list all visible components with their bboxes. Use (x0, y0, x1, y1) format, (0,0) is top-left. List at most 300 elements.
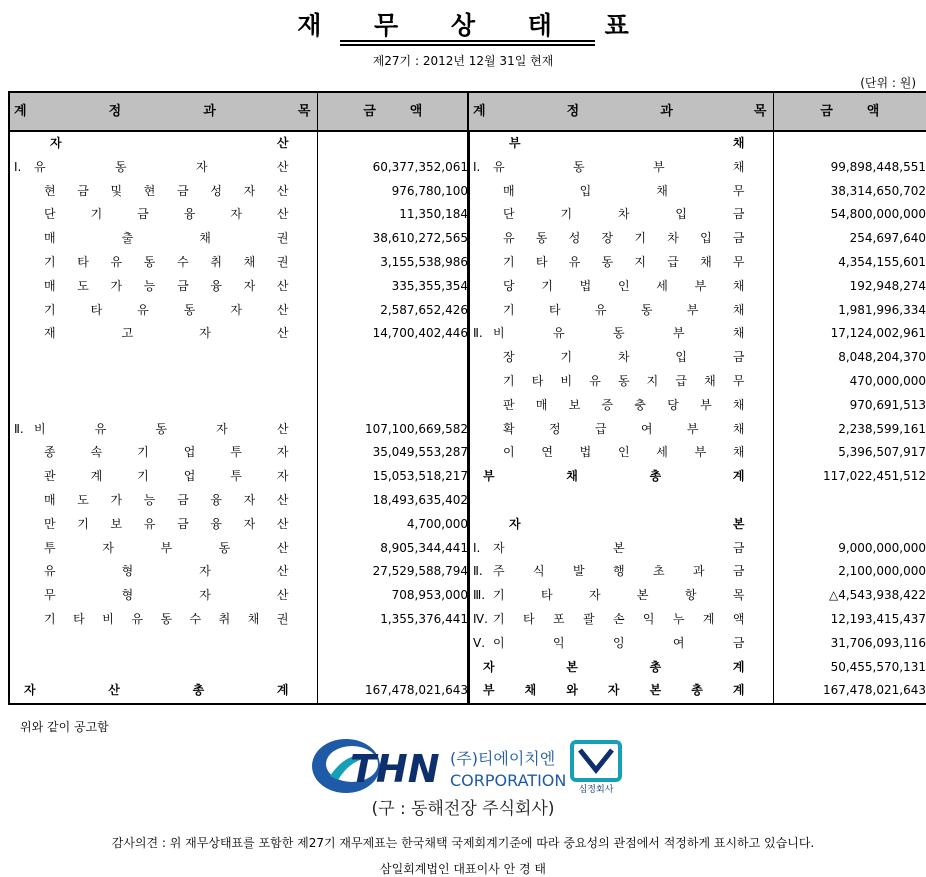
account-char: 단 (503, 207, 515, 222)
account-char: 보 (568, 397, 581, 412)
account-char: 채 (732, 397, 745, 412)
amount-value: 38,314,650,702 (830, 183, 926, 198)
assets-table (8, 91, 470, 705)
account-char: 부 (694, 278, 707, 293)
account-char: 부 (160, 540, 173, 555)
account-char: 종 (44, 445, 56, 460)
amount-value (317, 632, 469, 656)
liability-equity-row (468, 489, 926, 513)
account-char: 확 (503, 421, 515, 436)
account-char: 유 (493, 159, 505, 174)
account-char: 입 (579, 183, 592, 198)
amount-value: 17,124,002,961 (830, 326, 926, 341)
account-char: 타 (77, 254, 89, 269)
amount-value: 167,478,021,643 (822, 683, 926, 698)
account-char: 자 (230, 207, 242, 222)
account-char: 세 (656, 278, 668, 293)
account-name (468, 394, 773, 418)
account-name (468, 656, 773, 680)
account-name (9, 346, 317, 370)
asset-row (9, 441, 469, 465)
amount-header: 금액 (773, 92, 926, 131)
account-char: 당 (667, 397, 679, 412)
account-char: 기 (90, 207, 103, 222)
account-char: 산 (276, 421, 289, 436)
account-char: 무 (732, 373, 745, 388)
account-char: 금 (732, 207, 745, 222)
account-name (9, 131, 317, 156)
item-number (469, 299, 493, 323)
account-char: 매 (503, 183, 515, 198)
account-char: 장 (503, 350, 515, 365)
account-char: 채 (732, 302, 745, 317)
account-char: 동 (160, 611, 173, 626)
account-name (9, 156, 317, 180)
account-name (9, 608, 317, 632)
account-char: 금 (732, 350, 745, 365)
account-char: 취 (210, 254, 222, 269)
amount-value: 335,355,354 (391, 278, 468, 293)
asset-row (9, 513, 469, 537)
account-char: 단 (44, 207, 56, 222)
account-char: 괄 (582, 611, 595, 626)
account-char: 금 (177, 183, 189, 198)
item-number (10, 584, 34, 608)
account-name (9, 180, 317, 204)
item-number (469, 513, 493, 537)
account-char: 법 (579, 445, 592, 460)
thn-logo-icon (310, 736, 630, 796)
account-char: 입 (700, 231, 712, 246)
asset-row (9, 394, 469, 418)
account-header-char: 목 (753, 104, 767, 119)
account-name (468, 584, 773, 608)
amount-value: 1,981,996,334 (838, 302, 926, 317)
account-name (468, 537, 773, 561)
account-name (9, 679, 317, 704)
account-char: 타 (531, 373, 544, 388)
account-char: 동 (617, 373, 630, 388)
account-name (468, 560, 773, 584)
account-char: 동 (143, 254, 156, 269)
account-char: 자 (607, 683, 620, 698)
account-name (9, 513, 317, 537)
account-char: 유 (94, 421, 107, 436)
account-char: 연 (541, 445, 553, 460)
account-char: 액 (732, 611, 745, 626)
account-char: 부 (483, 469, 495, 484)
account-char: 융 (210, 492, 222, 507)
account-char: 유 (589, 373, 601, 388)
amount-value (317, 131, 469, 156)
account-name (9, 465, 317, 489)
account-char: 채 (524, 683, 537, 698)
item-number (469, 251, 493, 275)
amount-value: 3,155,538,986 (380, 254, 468, 269)
account-name (9, 251, 317, 275)
account-char: 타 (535, 254, 548, 269)
page-title: 재 무 상 태 표 (297, 11, 651, 40)
amount-header: 금액 (317, 92, 469, 131)
account-name (468, 180, 773, 204)
account-char: 업 (183, 445, 196, 460)
asset-row (9, 584, 469, 608)
account-char: 유 (552, 326, 565, 341)
amount-value: 2,100,000,000 (838, 564, 926, 579)
liability-equity-row (468, 131, 926, 156)
account-char: 산 (276, 159, 289, 174)
account-char: 금 (77, 183, 89, 198)
account-char: 초 (652, 564, 665, 579)
item-number: Ⅲ. (473, 588, 486, 603)
item-number (469, 346, 493, 370)
item-number (10, 180, 34, 204)
account-header (9, 92, 317, 131)
item-number (469, 679, 483, 703)
asset-row (9, 560, 469, 584)
liability-equity-row (468, 656, 926, 680)
account-char: 취 (218, 611, 231, 626)
account-char: 이 (503, 445, 515, 460)
item-number (469, 394, 493, 418)
logo-english-name: CORPORATION (450, 771, 567, 790)
account-char: 매 (535, 397, 548, 412)
asset-row (9, 322, 469, 346)
account-char: 유 (137, 302, 149, 317)
account-char: 본 (612, 540, 625, 555)
account-header-char: 정 (108, 104, 122, 119)
amount-value: 14,700,402,446 (372, 326, 468, 341)
account-char: 동 (601, 254, 614, 269)
amount-value: 2,587,652,426 (380, 302, 468, 317)
account-char: 기 (560, 350, 573, 365)
account-char: 총 (691, 683, 703, 698)
asset-row (9, 679, 469, 704)
account-char: 판 (503, 397, 515, 412)
account-char: 와 (566, 683, 578, 698)
account-char: 비 (560, 373, 573, 388)
asset-row (9, 632, 469, 656)
account-header-char: 계 (14, 104, 27, 119)
account-name (9, 275, 317, 299)
account-char: 무 (44, 588, 56, 603)
amount-value: 117,022,451,512 (822, 469, 926, 484)
item-number (469, 227, 493, 251)
account-char: 기 (503, 254, 515, 269)
account-header-char: 과 (203, 104, 216, 119)
amount-value (317, 370, 469, 394)
item-number (469, 465, 483, 489)
account-char: 재 (44, 326, 56, 341)
account-char: 자 (493, 540, 505, 555)
account-char: 세 (656, 445, 668, 460)
item-number (10, 132, 34, 156)
account-char: 당 (503, 278, 515, 293)
liability-equity-row (468, 418, 926, 442)
account-header-char: 과 (660, 104, 673, 119)
account-char: 포 (552, 611, 565, 626)
amount-value: 11,350,184 (399, 207, 468, 222)
account-char: 투 (44, 540, 56, 555)
account-name (468, 322, 773, 346)
account-char: 총 (649, 659, 662, 674)
account-char: 인 (617, 445, 630, 460)
account-char: 계 (276, 683, 289, 698)
account-char: 자 (276, 445, 289, 460)
account-header-chars (469, 93, 773, 130)
account-char: 계 (732, 469, 745, 484)
account-char: 금 (177, 516, 189, 531)
liability-equity-row (468, 156, 926, 180)
liabilities-equity-rows (468, 131, 926, 704)
logo-korean-name: (주)티에이치엔 (450, 749, 556, 768)
account-char: 동 (612, 326, 625, 341)
asset-row (9, 180, 469, 204)
item-number (10, 251, 34, 275)
item-number (10, 489, 34, 513)
account-char: 부 (686, 302, 699, 317)
amount-value: 708,953,000 (391, 588, 468, 603)
account-char: 매 (44, 492, 56, 507)
item-number (469, 418, 493, 442)
amount-value (773, 513, 926, 537)
account-char: 형 (121, 588, 134, 603)
amount-value: 54,800,000,000 (830, 207, 926, 222)
title-underline-1 (340, 40, 595, 42)
account-char: 주 (493, 564, 505, 579)
account-name (468, 227, 773, 251)
audit-opinion: 감사의견 : 위 재무상태표를 포함한 제27기 재무제표는 한국채택 국제회계기준에 따라 중요성의 관점에서 적정하게 표시하고 있습니다. (111, 836, 815, 850)
item-number (10, 465, 34, 489)
account-char: 자 (276, 469, 289, 484)
account-char: 산 (108, 683, 120, 698)
liability-equity-row (468, 203, 926, 227)
account-char: 행 (612, 564, 625, 579)
account-char: 유 (503, 231, 515, 246)
account-char: 산 (276, 540, 289, 555)
unit-label: (단위 : 원) (860, 76, 916, 90)
account-char: 기 (493, 611, 505, 626)
account-char: 유 (110, 254, 123, 269)
amount-value: 107,100,669,582 (364, 421, 468, 436)
account-char: 채 (732, 136, 745, 150)
item-number (469, 132, 493, 156)
amount-value: 470,000,000 (849, 373, 926, 388)
account-char: 채 (199, 231, 211, 246)
account-char: 총 (192, 683, 205, 698)
item-number (469, 275, 493, 299)
account-char: 목 (732, 588, 745, 603)
amount-value: 976,780,100 (391, 183, 468, 198)
account-char: 성 (568, 231, 581, 246)
account-char: 무 (732, 183, 745, 198)
account-char: 자 (588, 588, 601, 603)
item-number: Ⅳ. (473, 611, 488, 626)
account-name (468, 489, 773, 513)
amount-value: 1,355,376,441 (380, 611, 468, 626)
account-char: 계 (702, 611, 715, 626)
account-char: 관 (44, 469, 56, 484)
account-char: 비 (102, 611, 114, 626)
account-char: 채 (732, 159, 745, 174)
account-char: 권 (276, 611, 289, 626)
account-char: 투 (230, 445, 242, 460)
item-number: Ⅰ. (473, 540, 481, 555)
account-name (468, 275, 773, 299)
amount-value: 18,493,635,402 (372, 492, 468, 507)
account-char: 급 (667, 254, 679, 269)
account-char: 부 (694, 445, 707, 460)
asset-row (9, 465, 469, 489)
liability-equity-row (468, 346, 926, 370)
amount-value: 8,048,204,370 (838, 350, 926, 365)
account-char: 비 (493, 326, 505, 341)
asset-row (9, 370, 469, 394)
account-char: 본 (636, 588, 649, 603)
account-char: 현 (44, 183, 56, 198)
liability-equity-row (468, 584, 926, 608)
account-char: 매 (44, 231, 56, 246)
account-char: 기 (493, 588, 505, 603)
account-char: 자 (243, 516, 256, 531)
account-char: 동 (218, 540, 231, 555)
item-number: Ⅱ. (473, 564, 483, 579)
account-char: 채 (732, 326, 745, 341)
account-char: 채 (732, 445, 745, 460)
account-char: 동 (155, 421, 168, 436)
account-char: 도 (77, 278, 89, 293)
account-char: 자 (509, 516, 521, 531)
item-number: Ⅱ. (14, 421, 24, 436)
liability-equity-row (468, 322, 926, 346)
account-char: 자 (199, 564, 211, 579)
account-char: 유 (594, 302, 607, 317)
account-name (468, 513, 773, 537)
account-char: 동 (183, 302, 196, 317)
account-char: 지 (634, 254, 646, 269)
asset-row (9, 251, 469, 275)
asset-row (9, 608, 469, 632)
account-char: 본 (649, 683, 662, 698)
amount-value: 27,529,588,794 (372, 564, 468, 579)
account-char: 채 (243, 254, 256, 269)
account-char: 융 (210, 278, 222, 293)
amount-value: 2,238,599,161 (838, 421, 926, 436)
account-char: 채 (700, 254, 712, 269)
amount-value: 4,700,000 (406, 516, 468, 531)
liability-equity-row (468, 560, 926, 584)
account-name (9, 632, 317, 656)
account-char: 타 (73, 611, 85, 626)
account-char: 능 (143, 492, 156, 507)
amount-value: 35,049,553,287 (372, 445, 468, 460)
item-number: Ⅴ. (473, 635, 486, 650)
account-char: 동 (572, 159, 585, 174)
account-char: 자 (199, 326, 211, 341)
account-char: 기 (44, 254, 56, 269)
liability-equity-row (468, 537, 926, 561)
account-name (9, 537, 317, 561)
account-header-chars (10, 93, 317, 130)
amount-value (317, 656, 469, 680)
account-char: 가 (110, 492, 123, 507)
account-name (9, 203, 317, 227)
account-char: 출 (121, 231, 134, 246)
account-char: 입 (675, 350, 687, 365)
account-char: 가 (110, 278, 123, 293)
account-char: 기 (77, 516, 89, 531)
amount-value: 192,948,274 (849, 278, 926, 293)
account-char: 입 (675, 207, 687, 222)
account-char: 금 (177, 492, 189, 507)
account-char: 정 (548, 421, 561, 436)
account-char: 자 (230, 302, 242, 317)
asset-row (9, 537, 469, 561)
account-char: 기 (503, 302, 515, 317)
account-char: 만 (44, 516, 56, 531)
account-char: 동 (535, 231, 548, 246)
item-number (469, 656, 483, 680)
liability-equity-row (468, 370, 926, 394)
amount-value: 31,706,093,116 (830, 635, 926, 650)
company-logo (310, 736, 630, 796)
account-header (468, 92, 773, 131)
liability-equity-row (468, 180, 926, 204)
account-char: 부 (672, 326, 685, 341)
title-underline-2 (340, 44, 595, 46)
account-char: 인 (617, 278, 630, 293)
account-char: 타 (522, 611, 535, 626)
account-char: 자 (243, 492, 256, 507)
liability-equity-row (468, 394, 926, 418)
account-char: 산 (276, 183, 289, 198)
amount-value: 254,697,640 (849, 231, 926, 246)
account-char: 업 (183, 469, 196, 484)
account-char: 충 (634, 397, 646, 412)
account-char: 자 (102, 540, 114, 555)
account-name (9, 584, 317, 608)
item-number (10, 679, 24, 703)
account-name (9, 299, 317, 323)
account-char: 기 (44, 611, 56, 626)
liability-equity-row (468, 251, 926, 275)
account-char: 기 (560, 207, 573, 222)
account-char: 자 (199, 588, 211, 603)
account-char: 도 (77, 492, 89, 507)
asset-row (9, 656, 469, 680)
account-char: 채 (732, 278, 745, 293)
liability-equity-row (468, 441, 926, 465)
asset-row (9, 299, 469, 323)
account-char: 기 (541, 278, 553, 293)
account-char: 자 (195, 159, 208, 174)
amount-value (317, 346, 469, 370)
account-char: 차 (617, 207, 630, 222)
account-char: 부 (652, 159, 665, 174)
amount-value: 8,905,344,441 (380, 540, 468, 555)
account-char: 증 (601, 397, 614, 412)
subtitle: 제27기 : 2012년 12월 31일 현재 (372, 54, 554, 68)
account-char: 익 (642, 611, 655, 626)
item-number (10, 299, 34, 323)
asset-row (9, 131, 469, 156)
account-char: 급 (594, 421, 607, 436)
amount-value (317, 394, 469, 418)
amount-value: 9,000,000,000 (838, 540, 926, 555)
account-char: 자 (243, 278, 256, 293)
account-name (9, 441, 317, 465)
account-char: 누 (672, 611, 685, 626)
